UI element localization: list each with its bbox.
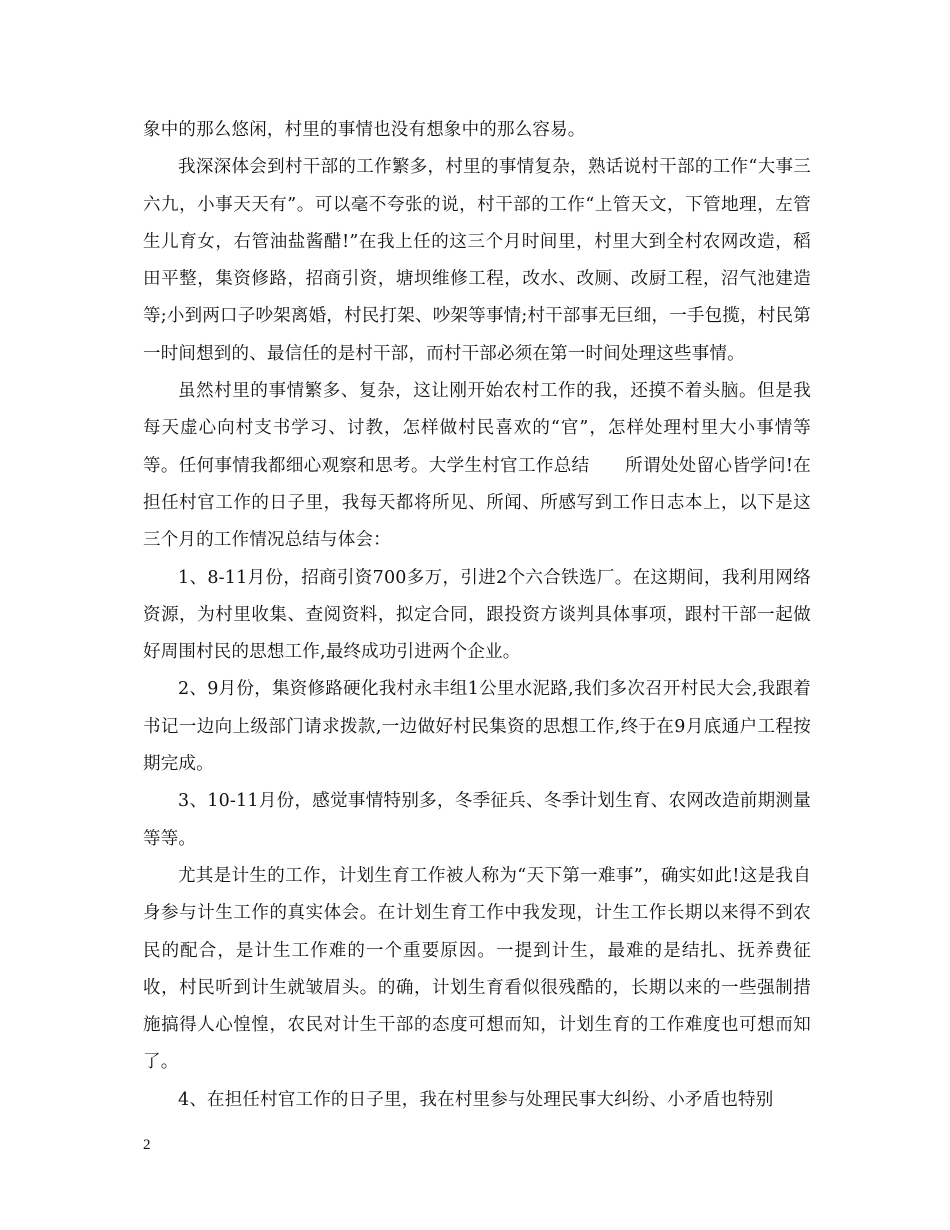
paragraph-continuation: 象中的那么悠闲，村里的事情也没有想象中的那么容易。	[143, 120, 586, 140]
paragraph-item-4-disputes: 4、在担任村官工作的日子里，我在村里参与处理民事大纠纷、小矛盾也特别	[178, 1089, 774, 1110]
paragraph-learning-experience: 虽然村里的事情繁多、复杂，这让刚开始农村工作的我，还摸不着头脑。但是我每天虚心向村支书学习、讨教，怎样做村民喜欢的“官”，怎样处理村里大小事情等等。任何事情我都细心观察和思考。大学生村官工作总结 所谓处处留心皆学问!在担任村官工作的日子里，我每天都将所见、所闻、所感写到工作日志本上，以下是这三个月的工作情况总结与体会：	[143, 381, 811, 551]
paragraph-item-1-investment: 1、8-11月份，招商引资700多万，引进2个六合铁选厂。在这期间，我利用网络资源，为村里收集、查阅资料，拟定合同，跟投资方谈判具体事项，跟村干部一起做好周围村民的思想工作,最终成功引进两个企业。	[143, 567, 811, 663]
paragraph-item-2-road: 2、9月份，集资修路硬化我村永丰组1公里水泥路,我们多次召开村民大会,我跟着书记一边向上级部门请求拨款,一边做好村民集资的思想工作,终于在9月底通户工程按期完成。	[143, 679, 811, 775]
paragraph-item-3-tasks: 3、10-11月份，感觉事情特别多，冬季征兵、冬季计划生育、农网改造前期测量等等。	[143, 791, 811, 849]
paragraph-family-planning: 尤其是计生的工作，计划生育工作被人称为“天下第一难事”，确实如此!这是我自身参与计生工作的真实体会。在计划生育工作中我发现，计生工作长期以来得不到农民的配合，是计生工作难的一个重要原因。一提到计生，最难的是结扎、抚养费征收，村民听到计生就皱眉头。的确，计划生育看似很残酷的，长期以来的一些强制措施搞得人心惶惶，农民对计生干部的态度可想而知，计划生育的工作难度也可想而知了。	[143, 865, 811, 1073]
page-number: 2	[143, 1137, 151, 1153]
document-body	[143, 112, 811, 1119]
paragraph-village-cadre-work: 我深深体会到村干部的工作繁多，村里的事情复杂，熟话说村干部的工作“大事三六九，小事天天有”。可以毫不夸张的说，村干部的工作“上管天文，下管地理，左管生儿育女，右管油盐酱醋!”在我上任的这三个月时间里，村里大到全村农网改造，稻田平整，集资修路，招商引资，塘坝维修工程，改水、改厕、改厨工程，沼气池建造等;小到两口子吵架离婚，村民打架、吵架等事情;村干部事无巨细，一手包揽，村民第一时间想到的、最信任的是村干部，而村干部必须在第一时间处理这些事情。	[143, 157, 811, 364]
